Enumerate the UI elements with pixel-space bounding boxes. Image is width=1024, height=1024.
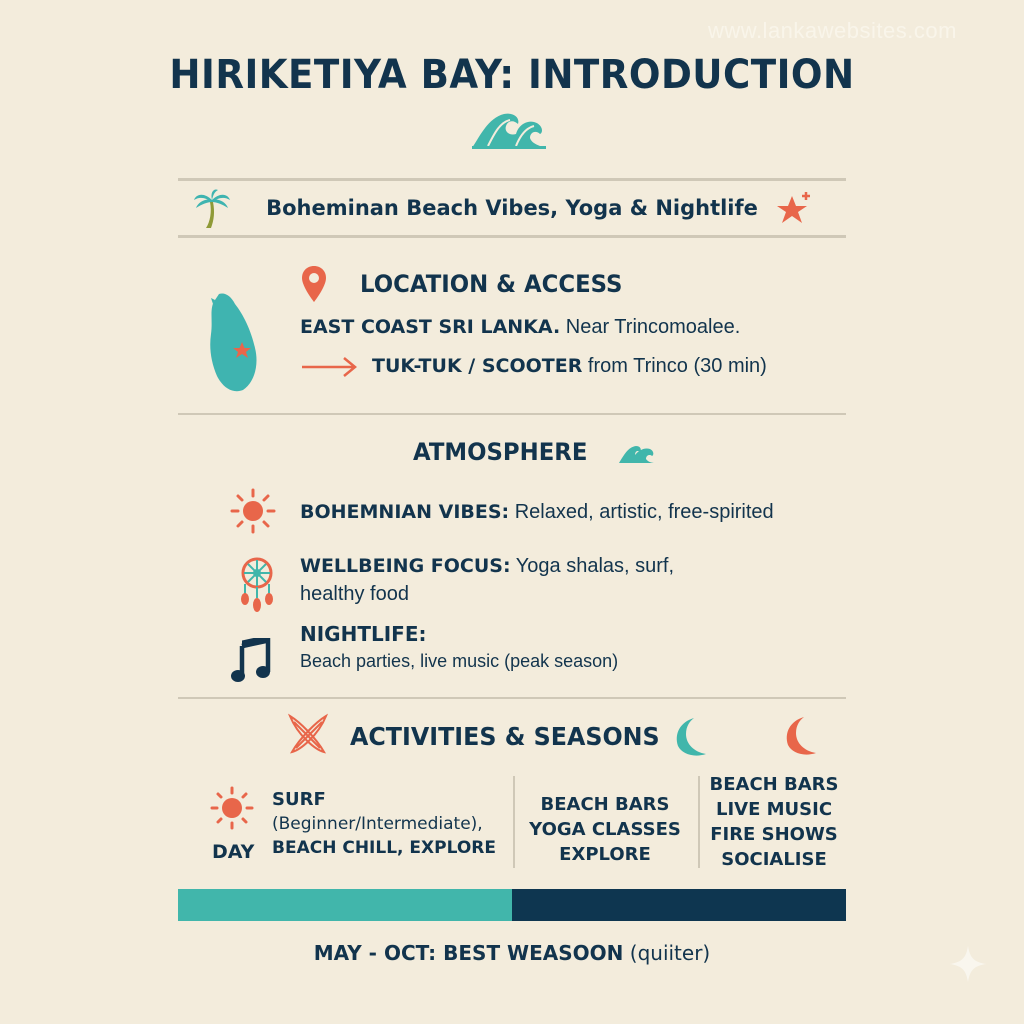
atmosphere-item-bold: NIGHTLIFE: bbox=[300, 622, 427, 646]
atmosphere-heading: ATMOSPHERE bbox=[413, 438, 588, 466]
activity-line: LIVE MUSIC bbox=[715, 799, 833, 820]
atmosphere-item-nightlife bbox=[300, 622, 426, 647]
location-heading: LOCATION & ACCESS bbox=[360, 270, 623, 298]
location-line-2-bold: TUK-TUK / SCOOTER bbox=[372, 355, 583, 377]
music-note-icon bbox=[230, 638, 272, 684]
location-line-1-rest: Near Trincomoalee. bbox=[560, 316, 741, 338]
sparkle-icon bbox=[948, 944, 988, 984]
divider bbox=[178, 413, 846, 415]
star-icon bbox=[776, 190, 814, 226]
location-line-1 bbox=[300, 316, 740, 339]
atmosphere-item-rest: Relaxed, artistic, free-spirited bbox=[509, 501, 774, 523]
page-title: HIRIKETIYA BAY: INTRODUCTION bbox=[169, 52, 855, 98]
subtitle: Boheminan Beach Vibes, Yoga & Nightlife bbox=[266, 196, 758, 220]
divider bbox=[178, 697, 846, 699]
sun-day-icon bbox=[210, 786, 254, 830]
wave-icon bbox=[470, 108, 548, 150]
activity-line: BEACH BARS bbox=[709, 774, 839, 795]
atmosphere-item-bold: WELLBEING FOCUS: bbox=[300, 555, 511, 577]
activity-column-day bbox=[272, 788, 496, 860]
season-bar-teal bbox=[178, 889, 512, 921]
location-line-2-rest: from Trinco (30 min) bbox=[582, 355, 767, 377]
season-footer-rest: (quiiter) bbox=[623, 941, 711, 965]
surfboards-icon bbox=[284, 712, 332, 758]
activity-line: EXPLORE bbox=[559, 844, 651, 865]
atmosphere-item-wellbeing bbox=[300, 552, 674, 608]
sun-icon bbox=[230, 488, 276, 534]
season-footer-bold: MAY - OCT: BEST WEASOON bbox=[313, 941, 624, 965]
atmosphere-item-nightlife-detail: Beach parties, live music (peak season) bbox=[300, 651, 619, 671]
activity-column-evening bbox=[520, 792, 690, 867]
divider bbox=[178, 235, 846, 238]
moon-teal-icon bbox=[672, 716, 708, 758]
activity-column-night bbox=[704, 772, 844, 872]
day-label: DAY bbox=[212, 841, 255, 863]
season-footer bbox=[0, 941, 1024, 965]
arrow-right-icon bbox=[300, 356, 358, 378]
moon-coral-icon bbox=[782, 715, 818, 757]
location-line-2 bbox=[372, 355, 767, 378]
activity-line: SOCIALISE bbox=[721, 849, 827, 870]
activity-line: YOGA CLASSES bbox=[529, 819, 681, 840]
season-bar-navy bbox=[512, 889, 846, 921]
atmosphere-item-rest-2: healthy food bbox=[300, 583, 409, 605]
atmosphere-item-bohemian bbox=[300, 501, 774, 524]
divider bbox=[178, 178, 846, 181]
activities-heading: ACTIVITIES & SEASONS bbox=[350, 722, 660, 751]
activity-line: SURF bbox=[272, 789, 326, 810]
atmosphere-item-rest: Yoga shalas, surf, bbox=[510, 555, 675, 577]
column-divider bbox=[698, 776, 700, 868]
wave-small-icon bbox=[618, 443, 656, 465]
activity-line: BEACH CHILL, EXPLORE bbox=[272, 838, 496, 858]
activity-line: (Beginner/Intermediate), bbox=[272, 814, 483, 834]
dreamcatcher-icon bbox=[236, 556, 278, 614]
activity-line: FIRE SHOWS bbox=[710, 824, 838, 845]
watermark: www.lankawebsites.com bbox=[708, 18, 957, 43]
location-pin-icon bbox=[300, 264, 328, 304]
activity-line: BEACH BARS bbox=[540, 794, 670, 815]
atmosphere-item-bold: BOHEMNIAN VIBES: bbox=[300, 501, 510, 523]
sri-lanka-map-icon bbox=[205, 290, 261, 394]
location-line-1-bold: EAST COAST SRI LANKA. bbox=[300, 316, 561, 338]
column-divider bbox=[513, 776, 515, 868]
